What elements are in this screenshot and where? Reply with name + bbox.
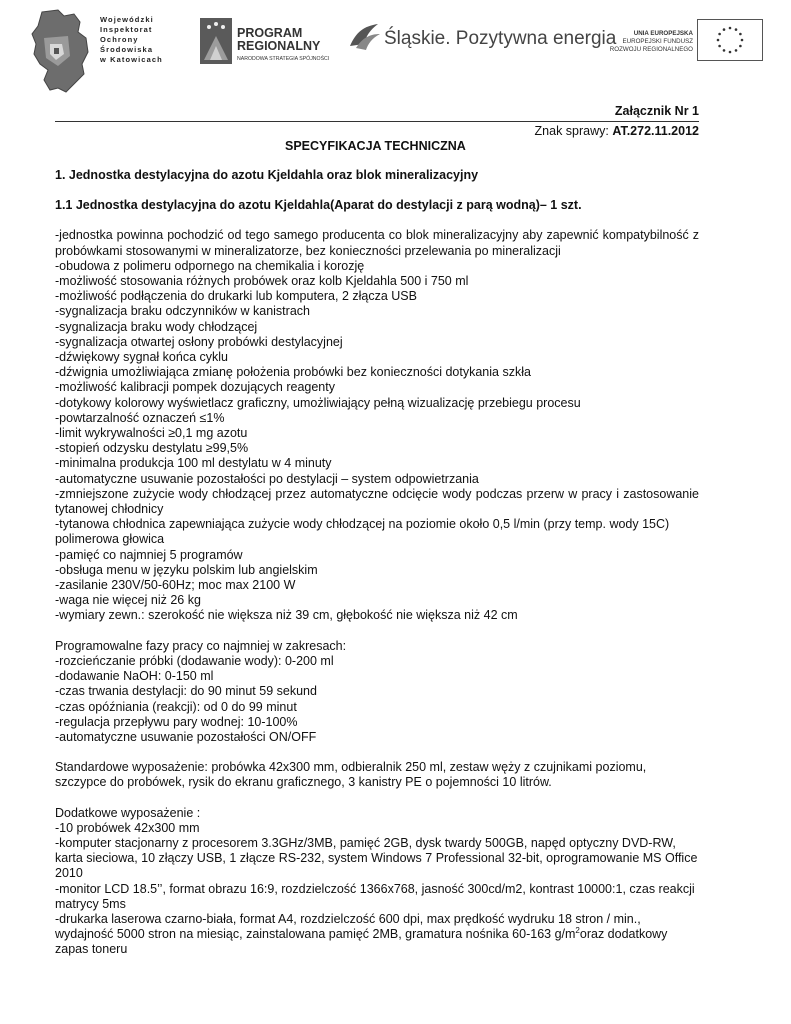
printer-text: -drukarka laserowa czarno-biała, format A4, rozdzielczość 600 dpi, max prędkość wydruku 18 stron / min., wydajność 5000 stron na miesiąc, zainstalowana pamięć 2MB, gramatura nośnika 60-163 g/m xyxy=(55,911,641,942)
phase-item: -dodawanie NaOH: 0-150 ml xyxy=(55,669,214,684)
case-number-line xyxy=(0,124,699,138)
silesia-region-map-logo xyxy=(28,8,92,94)
wios-name-block xyxy=(100,15,163,65)
spec-item: -stopień odzysku destylatu ≥99,5% xyxy=(55,441,249,456)
extra-item: -10 probówek 42x300 mm xyxy=(55,820,200,835)
spec-item: -sygnalizacja otwartej osłony probówki destylacyjnej xyxy=(55,334,343,349)
program-regionalny-title xyxy=(237,27,320,53)
spec-item: -zasilanie 230V/50-60Hz; moc max 2100 W xyxy=(55,578,296,593)
eu-line: UNIA EUROPEJSKA xyxy=(633,30,693,37)
phase-item: -rozcieńczanie próbki (dodawanie wody): 0-200 ml xyxy=(55,653,334,668)
wios-line: Środowiska xyxy=(100,45,154,54)
phases-title: Programowalne fazy pracy co najmniej w zakresach: xyxy=(55,638,347,653)
standard-equipment: Standardowe wyposażenie: probówka 42x300 mm, odbieralnik 250 ml, zestaw węży z czujnikami poziomu, szczypce do probówek, rysik do ekranu graficznego, 3 kanistry PE o pojemności 10 litrów. xyxy=(55,760,647,790)
wios-line: w Katowicach xyxy=(100,55,163,64)
document-title: SPECYFIKACJA TECHNICZNA xyxy=(285,139,466,153)
spec-list xyxy=(55,228,699,623)
spec-item: -możliwość podłączenia do drukarki lub komputera, 2 złącza USB xyxy=(55,289,417,304)
eu-flag-icon xyxy=(697,19,763,61)
spec-item: -automatyczne usuwanie pozostałości po destylacji – system odpowietrzania xyxy=(55,471,479,486)
eu-line: EUROPEJSKI FUNDUSZ xyxy=(622,38,693,45)
spec-item: -waga nie więcej niż 26 kg xyxy=(55,593,201,608)
eu-fund-text xyxy=(608,30,693,54)
spec-item: -obudowa z polimeru odpornego na chemikalia i korozję xyxy=(55,258,365,273)
phase-item: -regulacja przepływu pary wodnej: 10-100% xyxy=(55,714,298,729)
document-body xyxy=(55,168,699,958)
wios-line: Ochrony xyxy=(100,35,139,44)
pr-title-line: REGIONALNY xyxy=(237,39,321,53)
spec-item: -obsługa menu w języku polskim lub angielskim xyxy=(55,562,318,577)
pr-title-line: PROGRAM xyxy=(237,26,303,40)
spec-item: -pamięć co najmniej 5 programów xyxy=(55,547,243,562)
spec-item: -limit wykrywalności ≥0,1 mg azotu xyxy=(55,426,248,441)
extra-item: -monitor LCD 18.5’’, format obrazu 16:9, rozdzielczość 1366x768, jasność 300cd/m2, kontrast 10000:1, czas reakcji matrycy 5ms xyxy=(55,881,695,911)
extra-title: Dodatkowe wyposażenie : xyxy=(55,805,201,820)
spec-item: -sygnalizacja braku odczynników w kanistrach xyxy=(55,304,310,319)
header-divider xyxy=(55,121,699,122)
spec-item: -minimalna produkcja 100 ml destylatu w 4 minuty xyxy=(55,456,332,471)
section-heading: 1. Jednostka destylacyjna do azotu Kjeldahla oraz blok mineralizacyjny xyxy=(55,168,479,182)
spec-item: -sygnalizacja braku wody chłodzącej xyxy=(55,319,258,334)
unit-superscript: 2 xyxy=(575,925,580,935)
wios-line: Wojewódzki xyxy=(100,15,154,24)
case-number: AT.272.11.2012 xyxy=(612,124,699,138)
phase-item: -czas trwania destylacji: do 90 minut 59 sekund xyxy=(55,684,317,699)
phase-item: -automatyczne usuwanie pozostałości ON/OFF xyxy=(55,729,317,744)
phase-item: -czas opóźniania (reakcji): od 0 do 99 minut xyxy=(55,699,297,714)
spec-item: -możliwość stosowania różnych probówek oraz kolb Kjeldahla 500 i 750 ml xyxy=(55,274,469,289)
spec-item: -dźwiękowy sygnał końca cyklu xyxy=(55,350,228,365)
header-logos xyxy=(0,0,791,90)
spec-item: -zmniejszone zużycie wody chłodzącej przez automatyczne odcięcie wody podczas przerw w pracy i zastosowanie tytanowej chłodnicy xyxy=(55,486,699,517)
subsection-heading: 1.1 Jednostka destylacyjna do azotu Kjeldahla(Aparat do destylacji z parą wodną)– 1 szt. xyxy=(55,198,582,213)
spec-item: -tytanowa chłodnica zapewniająca zużycie wody chłodzącej na poziomie około 0,5 l/min (przy temp. wody 15C) polimerowa głowica xyxy=(55,517,670,547)
annex-label: Załącznik Nr 1 xyxy=(614,104,699,118)
spec-item: -wymiary zewn.: szerokość nie większa niż 39 cm, głębokość nie większa niż 42 cm xyxy=(55,608,518,623)
case-prefix: Znak sprawy: xyxy=(534,124,613,138)
printer-text-end: oraz dodatkowy zapas toneru xyxy=(55,927,668,957)
extra-item-printer xyxy=(55,912,699,958)
eu-line: ROZWOJU REGIONALNEGO xyxy=(609,46,693,53)
spec-item: -dotykowy kolorowy wyświetlacz graficzny, umożliwiający pełną wizualizację przebiegu procesu xyxy=(55,395,581,410)
phases-block xyxy=(55,639,699,745)
program-regionalny-logo-icon xyxy=(200,18,232,64)
program-regionalny-subtitle: NARODOWA STRATEGIA SPÓJNOŚCI xyxy=(237,56,330,62)
extra-item: -komputer stacjonarny z procesorem 3.3GHz/3MB, pamięć 2GB, dysk twardy 500GB, napęd optyczny DVD-RW, karta sieciowa, 10 złączy USB, 1 złącze RS-232, system Windows 7 Professional 32-bit, oprogramowanie MS Office 2010 xyxy=(55,835,698,881)
spec-item: -powtarzalność oznaczeń ≤1% xyxy=(55,410,225,425)
spec-item: -jednostka powinna pochodzić od tego samego producenta co blok mineralizacyjny aby zapewnić kompatybilność z probówkami stosowanymi w mineralizatorze, bez konieczności przelewania po mineralizacji xyxy=(55,228,699,258)
spec-item: -możliwość kalibracji pompek dozujących reagenty xyxy=(55,380,335,395)
slaskie-bird-icon xyxy=(348,22,382,52)
slaskie-slogan: Śląskie. Pozytywna energia xyxy=(384,28,617,49)
extra-equipment-block xyxy=(55,806,699,958)
wios-line: Inspektorat xyxy=(100,25,153,34)
spec-item: -dźwignia umożliwiająca zmianę położenia probówki bez konieczności dotykania szkła xyxy=(55,365,531,380)
